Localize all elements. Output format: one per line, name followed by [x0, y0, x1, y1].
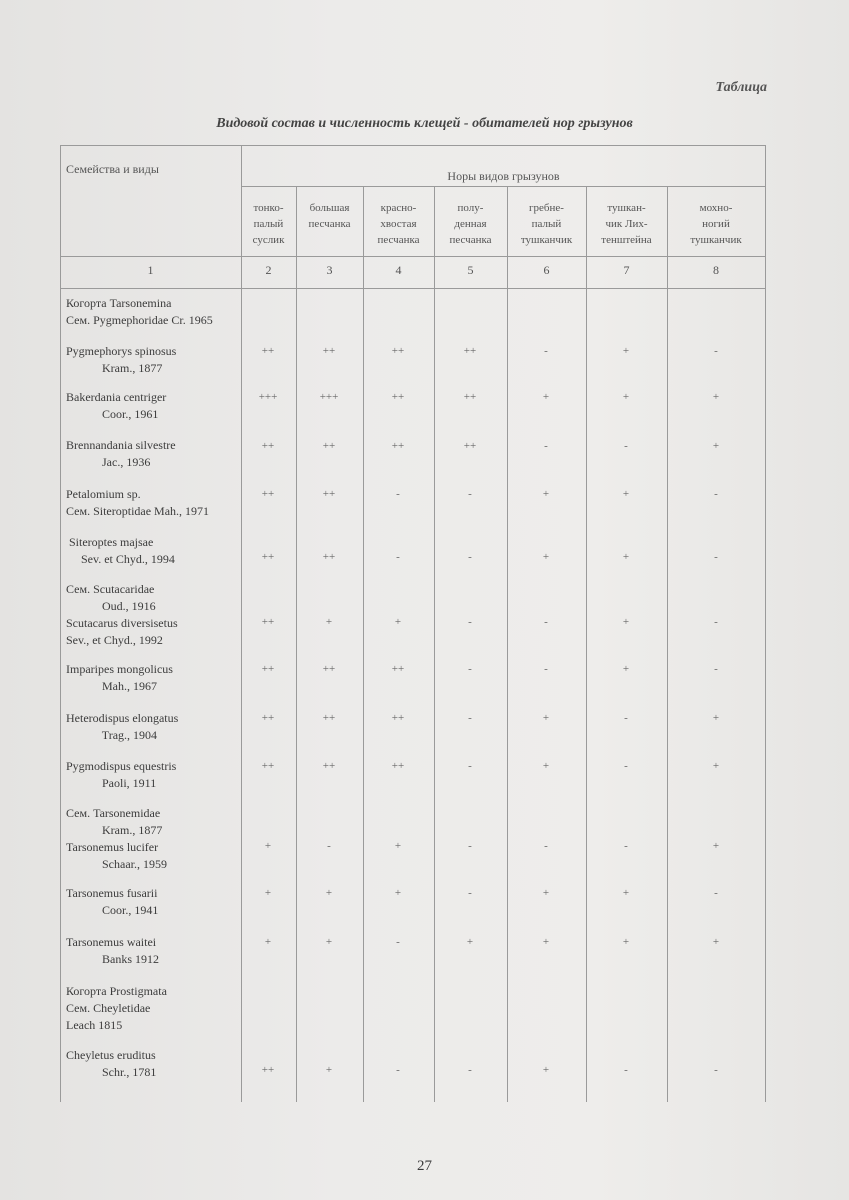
abundance-mark: +	[542, 391, 550, 403]
abundance-mark: +	[325, 616, 333, 628]
abundance-mark: +	[542, 936, 550, 948]
abundance-mark: -	[544, 840, 548, 852]
abundance-mark: +	[542, 488, 550, 500]
abundance-mark: -	[714, 345, 718, 357]
column-number: 1	[147, 263, 154, 277]
abundance-mark: +	[622, 391, 630, 403]
abundance-mark: -	[714, 887, 718, 899]
abundance-mark: +	[622, 616, 630, 628]
table-row-species: Brennandania silvestre Jac., 1936	[66, 438, 176, 469]
table-row-species: Tarsonemus fusarii Coor., 1941	[66, 886, 159, 917]
abundance-mark: +	[394, 840, 402, 852]
abundance-mark: -	[624, 440, 628, 452]
abundance-mark: +	[542, 760, 550, 772]
abundance-mark: ++	[463, 391, 477, 403]
grid-line-col6	[586, 186, 587, 1102]
column-header: тонко- палый суслик	[252, 202, 285, 246]
grid-line-col3	[363, 186, 364, 1102]
abundance-mark: ++	[391, 712, 405, 724]
abundance-mark: +	[622, 936, 630, 948]
column-number: 6	[543, 263, 550, 277]
column-header: тушкан- чик Лих- тенштейна	[601, 202, 652, 246]
abundance-mark: ++	[261, 440, 275, 452]
abundance-mark: ++	[463, 345, 477, 357]
abundance-mark: +	[712, 840, 720, 852]
column-number: 2	[265, 263, 272, 277]
grid-line-group	[241, 186, 766, 187]
abundance-mark: +	[622, 345, 630, 357]
abundance-mark: -	[714, 551, 718, 563]
table-row-species: Bakerdania centriger Coor., 1961	[66, 390, 167, 421]
families-header: Семейства и виды	[66, 162, 159, 176]
abundance-mark: +	[712, 936, 720, 948]
abundance-mark: -	[544, 616, 548, 628]
table-row-species: Imparipes mongolicus Mah., 1967	[66, 662, 173, 693]
abundance-mark: -	[544, 440, 548, 452]
abundance-mark: ++	[322, 440, 336, 452]
grid-line-col5	[507, 186, 508, 1102]
abundance-mark: -	[468, 760, 472, 772]
column-number: 8	[713, 263, 719, 277]
abundance-mark: +	[264, 887, 272, 899]
table-title: Видовой состав и численность клещей - обитателей нор грызунов	[216, 116, 633, 131]
grid-line-col7	[667, 186, 668, 1102]
abundance-mark: +	[542, 712, 550, 724]
column-number: 3	[326, 263, 333, 277]
abundance-mark: -	[468, 712, 472, 724]
table-row-species: Tarsonemus waitei Banks 1912	[66, 935, 159, 966]
abundance-mark: +	[325, 887, 333, 899]
abundance-mark: -	[544, 663, 548, 675]
abundance-mark: +	[542, 1064, 550, 1076]
abundance-mark: -	[327, 840, 331, 852]
abundance-mark: ++	[261, 760, 275, 772]
table-row-species: Когорта Tarsonemina Сем. Pygmephoridae Cr. 1965	[66, 296, 213, 327]
grid-line-col1	[241, 145, 242, 1102]
abundance-mark: -	[468, 887, 472, 899]
abundance-mark: +	[622, 663, 630, 675]
abundance-mark: ++	[322, 345, 336, 357]
abundance-mark: +	[712, 760, 720, 772]
abundance-mark: -	[396, 488, 400, 500]
abundance-mark: ++	[322, 551, 336, 563]
abundance-mark: +	[622, 551, 630, 563]
table-row-species: Pygmodispus equestris Paoli, 1911	[66, 759, 177, 790]
abundance-mark: ++	[391, 440, 405, 452]
grid-line-left	[60, 145, 61, 1102]
abundance-mark: ++	[261, 616, 275, 628]
table-row-species: Heterodispus elongatus Trag., 1904	[66, 711, 179, 742]
column-header: полу- денная песчанка	[449, 202, 492, 246]
table-label: Таблица	[715, 80, 767, 95]
abundance-mark: -	[624, 840, 628, 852]
table-row-species: Сем. Scutacaridae Oud., 1916 Scutacarus diversisetus Sev., et Chyd., 1992	[66, 582, 178, 647]
abundance-mark: +	[394, 887, 402, 899]
abundance-mark: -	[396, 936, 400, 948]
abundance-mark: -	[624, 712, 628, 724]
abundance-mark: -	[714, 488, 718, 500]
abundance-mark: ++	[391, 391, 405, 403]
abundance-mark: ++	[261, 551, 275, 563]
abundance-mark: +	[264, 840, 272, 852]
table-row-species: Petalomium sp. Сем. Siteroptidae Mah., 1971	[66, 487, 210, 518]
table-row-species: Сем. Tarsonemidae Kram., 1877 Tarsonemus lucifer Schaar., 1959	[66, 806, 167, 871]
abundance-mark: +	[542, 887, 550, 899]
abundance-mark: +	[712, 391, 720, 403]
abundance-mark: -	[396, 1064, 400, 1076]
grid-line-col2	[296, 186, 297, 1102]
column-header: гребне- палый тушканчик	[520, 202, 573, 246]
abundance-mark: ++	[261, 345, 275, 357]
abundance-mark: ++	[261, 1064, 275, 1076]
abundance-mark: ++	[261, 663, 275, 675]
abundance-mark: -	[714, 616, 718, 628]
abundance-mark: +	[542, 551, 550, 563]
abundance-mark: -	[544, 345, 548, 357]
abundance-mark: +	[712, 440, 720, 452]
table-row-species: Cheyletus eruditus Schr., 1781	[66, 1048, 157, 1079]
table-row-species: Pygmephorys spinosus Kram., 1877	[66, 344, 177, 375]
column-header: мохно- ногий тушканчик	[690, 202, 742, 246]
abundance-mark: -	[468, 1064, 472, 1076]
abundance-mark: +++	[319, 391, 339, 403]
page-number: 27	[417, 1158, 432, 1174]
abundance-mark: ++	[322, 488, 336, 500]
grid-line-numbers	[60, 288, 766, 289]
abundance-mark: ++	[391, 663, 405, 675]
column-number: 5	[467, 263, 474, 277]
table-row-species: Siteroptes majsae Sev. et Chyd., 1994	[69, 535, 175, 566]
abundance-mark: +	[325, 1064, 333, 1076]
abundance-mark: ++	[322, 663, 336, 675]
abundance-mark: +	[394, 616, 402, 628]
abundance-mark: -	[396, 551, 400, 563]
abundance-mark: -	[714, 663, 718, 675]
abundance-mark: -	[468, 840, 472, 852]
abundance-mark: +	[622, 887, 630, 899]
abundance-mark: +	[325, 936, 333, 948]
abundance-mark: -	[624, 760, 628, 772]
abundance-mark: -	[468, 488, 472, 500]
abundance-mark: ++	[322, 712, 336, 724]
grid-line-top	[60, 145, 766, 146]
abundance-mark: ++	[391, 760, 405, 772]
abundance-mark: +++	[258, 391, 278, 403]
abundance-mark: +	[264, 936, 272, 948]
grid-line-header	[60, 256, 766, 257]
abundance-mark: +	[712, 712, 720, 724]
abundance-mark: -	[624, 1064, 628, 1076]
burrows-group-header: Норы видов грызунов	[447, 169, 560, 183]
column-number: 7	[623, 263, 630, 277]
abundance-mark: ++	[261, 712, 275, 724]
abundance-mark: ++	[261, 488, 275, 500]
table-row-species: Когорта Prostigmata Сем. Cheyletidae Leach 1815	[66, 984, 167, 1032]
abundance-mark: -	[468, 616, 472, 628]
grid-line-col4	[434, 186, 435, 1102]
abundance-mark: ++	[391, 345, 405, 357]
column-header: красно- хвостая песчанка	[377, 202, 420, 246]
abundance-mark: ++	[463, 440, 477, 452]
grid-line-right	[765, 145, 766, 1102]
column-number: 4	[395, 263, 402, 277]
column-header: большая песчанка	[308, 202, 351, 230]
abundance-mark: -	[714, 1064, 718, 1076]
abundance-mark: -	[468, 663, 472, 675]
abundance-mark: ++	[322, 760, 336, 772]
abundance-mark: -	[468, 551, 472, 563]
abundance-mark: +	[622, 488, 630, 500]
abundance-mark: +	[466, 936, 474, 948]
